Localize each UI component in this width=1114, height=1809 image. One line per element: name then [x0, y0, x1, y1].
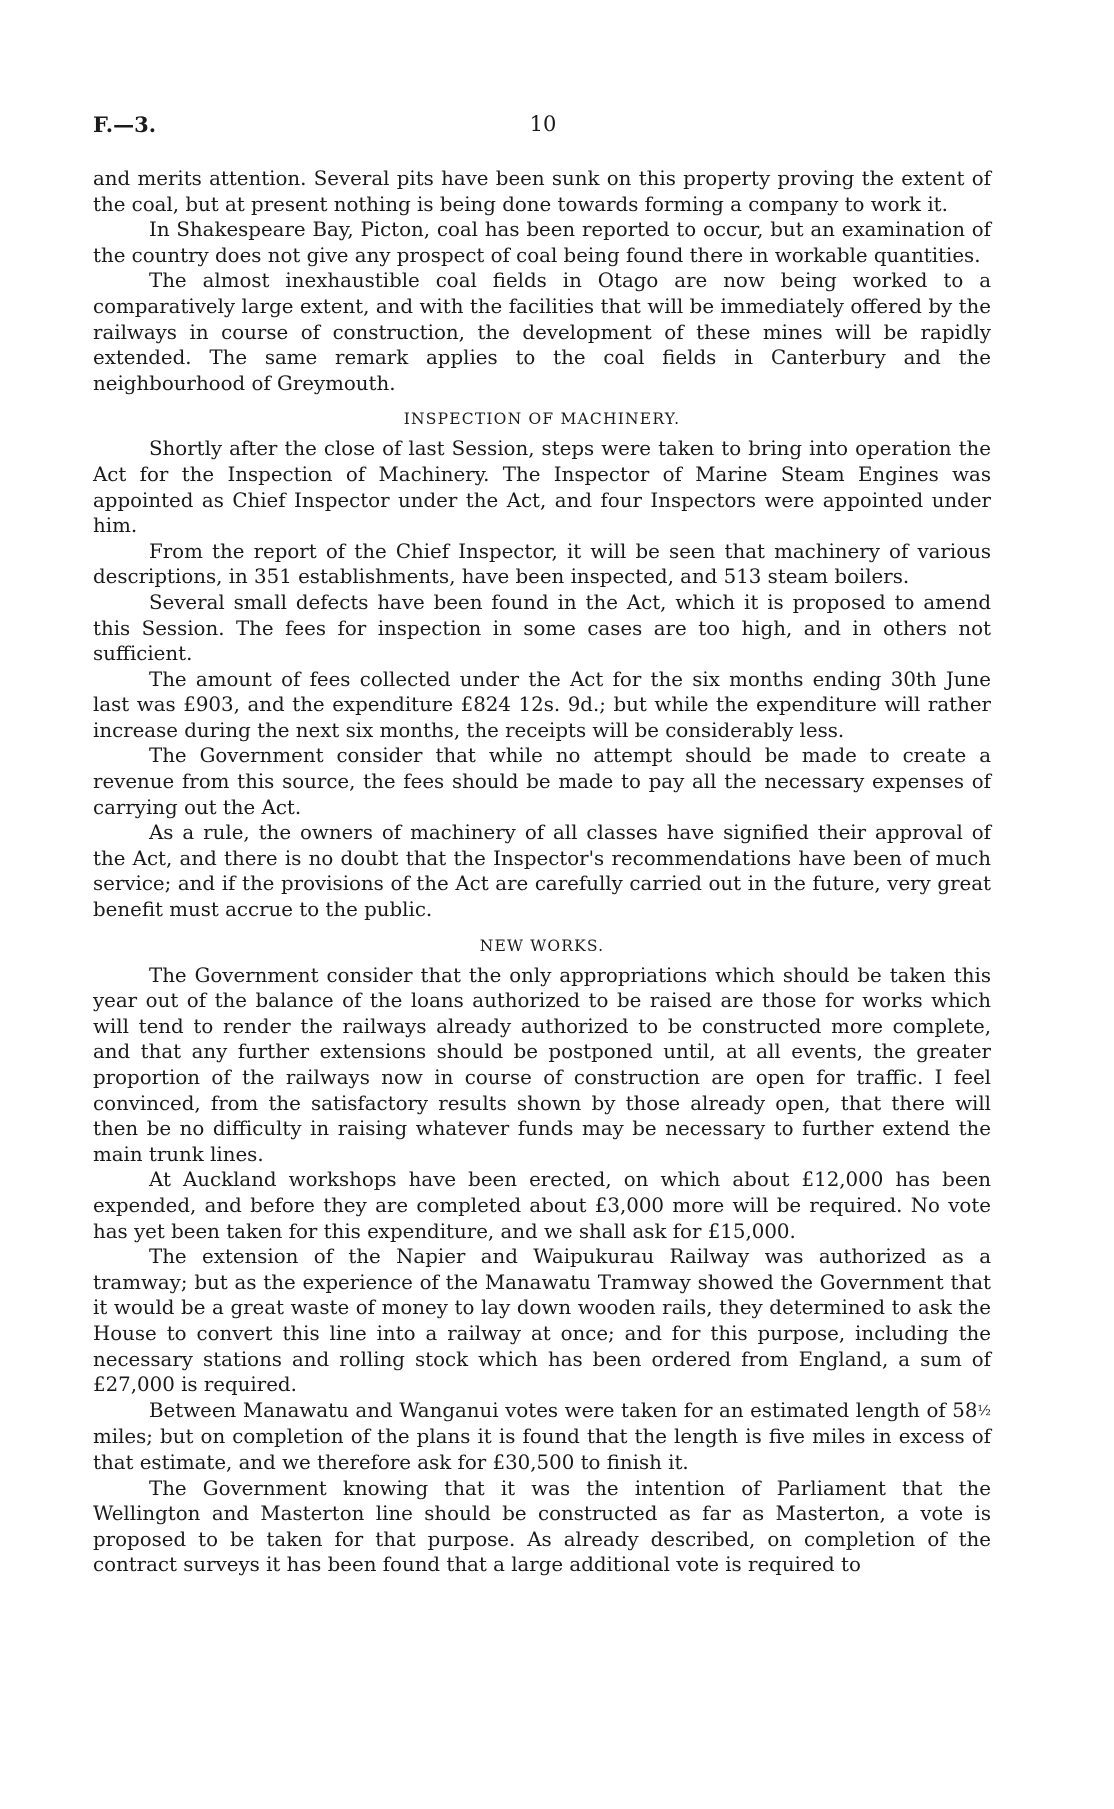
paragraph: The Government consider that while no attempt should be made to create a revenue from this source, the fees should be made to pay all the necessary expenses of carrying out the Act.	[93, 744, 991, 819]
page-header	[93, 112, 993, 142]
paragraph	[93, 1398, 991, 1476]
paragraph-text: Between Manawatu and Wanganui votes were taken for an estimated length of 58	[149, 1398, 978, 1422]
section-heading-new-works: NEW WORKS.	[479, 936, 605, 955]
paragraph: From the report of the Chief Inspector, it will be seen that machinery of various descriptions, in 351 establishments, have been inspected, and 513 steam boilers.	[93, 539, 991, 589]
paragraph: Shortly after the close of last Session, steps were taken to bring into operation the Act for the Inspection of Machinery. The Inspector of Marine Steam Engines was appointed as Chief Inspector under the Act, and four Inspectors were appointed under him.	[93, 437, 991, 538]
paragraph: The Government consider that the only appropriations which should be taken this year out of the balance of the loans authorized to be raised are those for works which will tend to render the railways already authorized to be constructed more complete, and that any further extensions should be postponed until, at all events, the greater proportion of the railways now in course of construction are open for traffic. I feel convinced, from the satisfactory results shown by those already open, that there will then be no difficulty in raising whatever funds may be necessary to further extend the main trunk lines.	[93, 963, 991, 1166]
paragraph: The almost inexhaustible coal fields in Otago are now being worked to a comparatively large extent, and with the facilities that will be immediately offered by the railways in course of construction, the development of these mines will be rapidly extended. The same remark applies to the coal fields in Canterbury and the neighbourhood of Greymouth.	[93, 269, 991, 395]
page-number: 10	[529, 112, 557, 136]
paragraph: Several small defects have been found in the Act, which it is proposed to amend this Session. The fees for inspection in some cases are too high, and in others not sufficient.	[93, 590, 991, 666]
document-reference: F.—3.	[93, 112, 157, 137]
paragraph: The extension of the Napier and Waipukurau Railway was authorized as a tramway; but as the experience of the Manawatu Tramway showed the Government that it would be a great waste of money to lay down wooden rails, they determined to ask the House to convert this line into a railway at once; and for this purpose, including the necessary stations and rolling stock which has been ordered from England, a sum of £27,000 is required.	[93, 1245, 991, 1397]
paragraph: and merits attention. Several pits have been sunk on this property proving the extent of the coal, but at present nothing is being done towards forming a company to work it.	[93, 167, 991, 216]
paragraph: As a rule, the owners of machinery of all classes have signified their approval of the Act, and there is no doubt that the Inspector's recommendations have been of much service; and if the provisions of the Act are carefully carried out in the future, very great benefit must accrue to the public.	[93, 821, 991, 922]
paragraph: In Shakespeare Bay, Picton, coal has been reported to occur, but an examination of the country does not give any prospect of coal being found there in workable quantities.	[93, 218, 991, 267]
section-heading-inspection: INSPECTION OF MACHINERY.	[403, 410, 681, 429]
fraction: ½	[977, 1402, 991, 1419]
document-body	[93, 166, 991, 1578]
paragraph: The amount of fees collected under the Act for the six months ending 30th June last was £903, and the expenditure £824 12s. 9d.; but while the expenditure will rather increase during the next six months, the receipts will be considerably less.	[93, 667, 991, 742]
paragraph-text: miles; but on completion of the plans it is found that the length is five miles in excess of that estimate, and we therefore ask for £30,500 to finish it.	[93, 1425, 991, 1474]
paragraph: At Auckland workshops have been erected, on which about £12,000 has been expended, and before they are completed about £3,000 more will be required. No vote has yet been taken for this expenditure, and we shall ask for £15,000.	[93, 1168, 991, 1243]
paragraph: The Government knowing that it was the intention of Parliament that the Wellington and Masterton line should be constructed as far as Masterton, a vote is proposed to be taken for that purpose. As already described, on completion of the contract surveys it has been found that a large additional vote is required to	[93, 1476, 991, 1577]
